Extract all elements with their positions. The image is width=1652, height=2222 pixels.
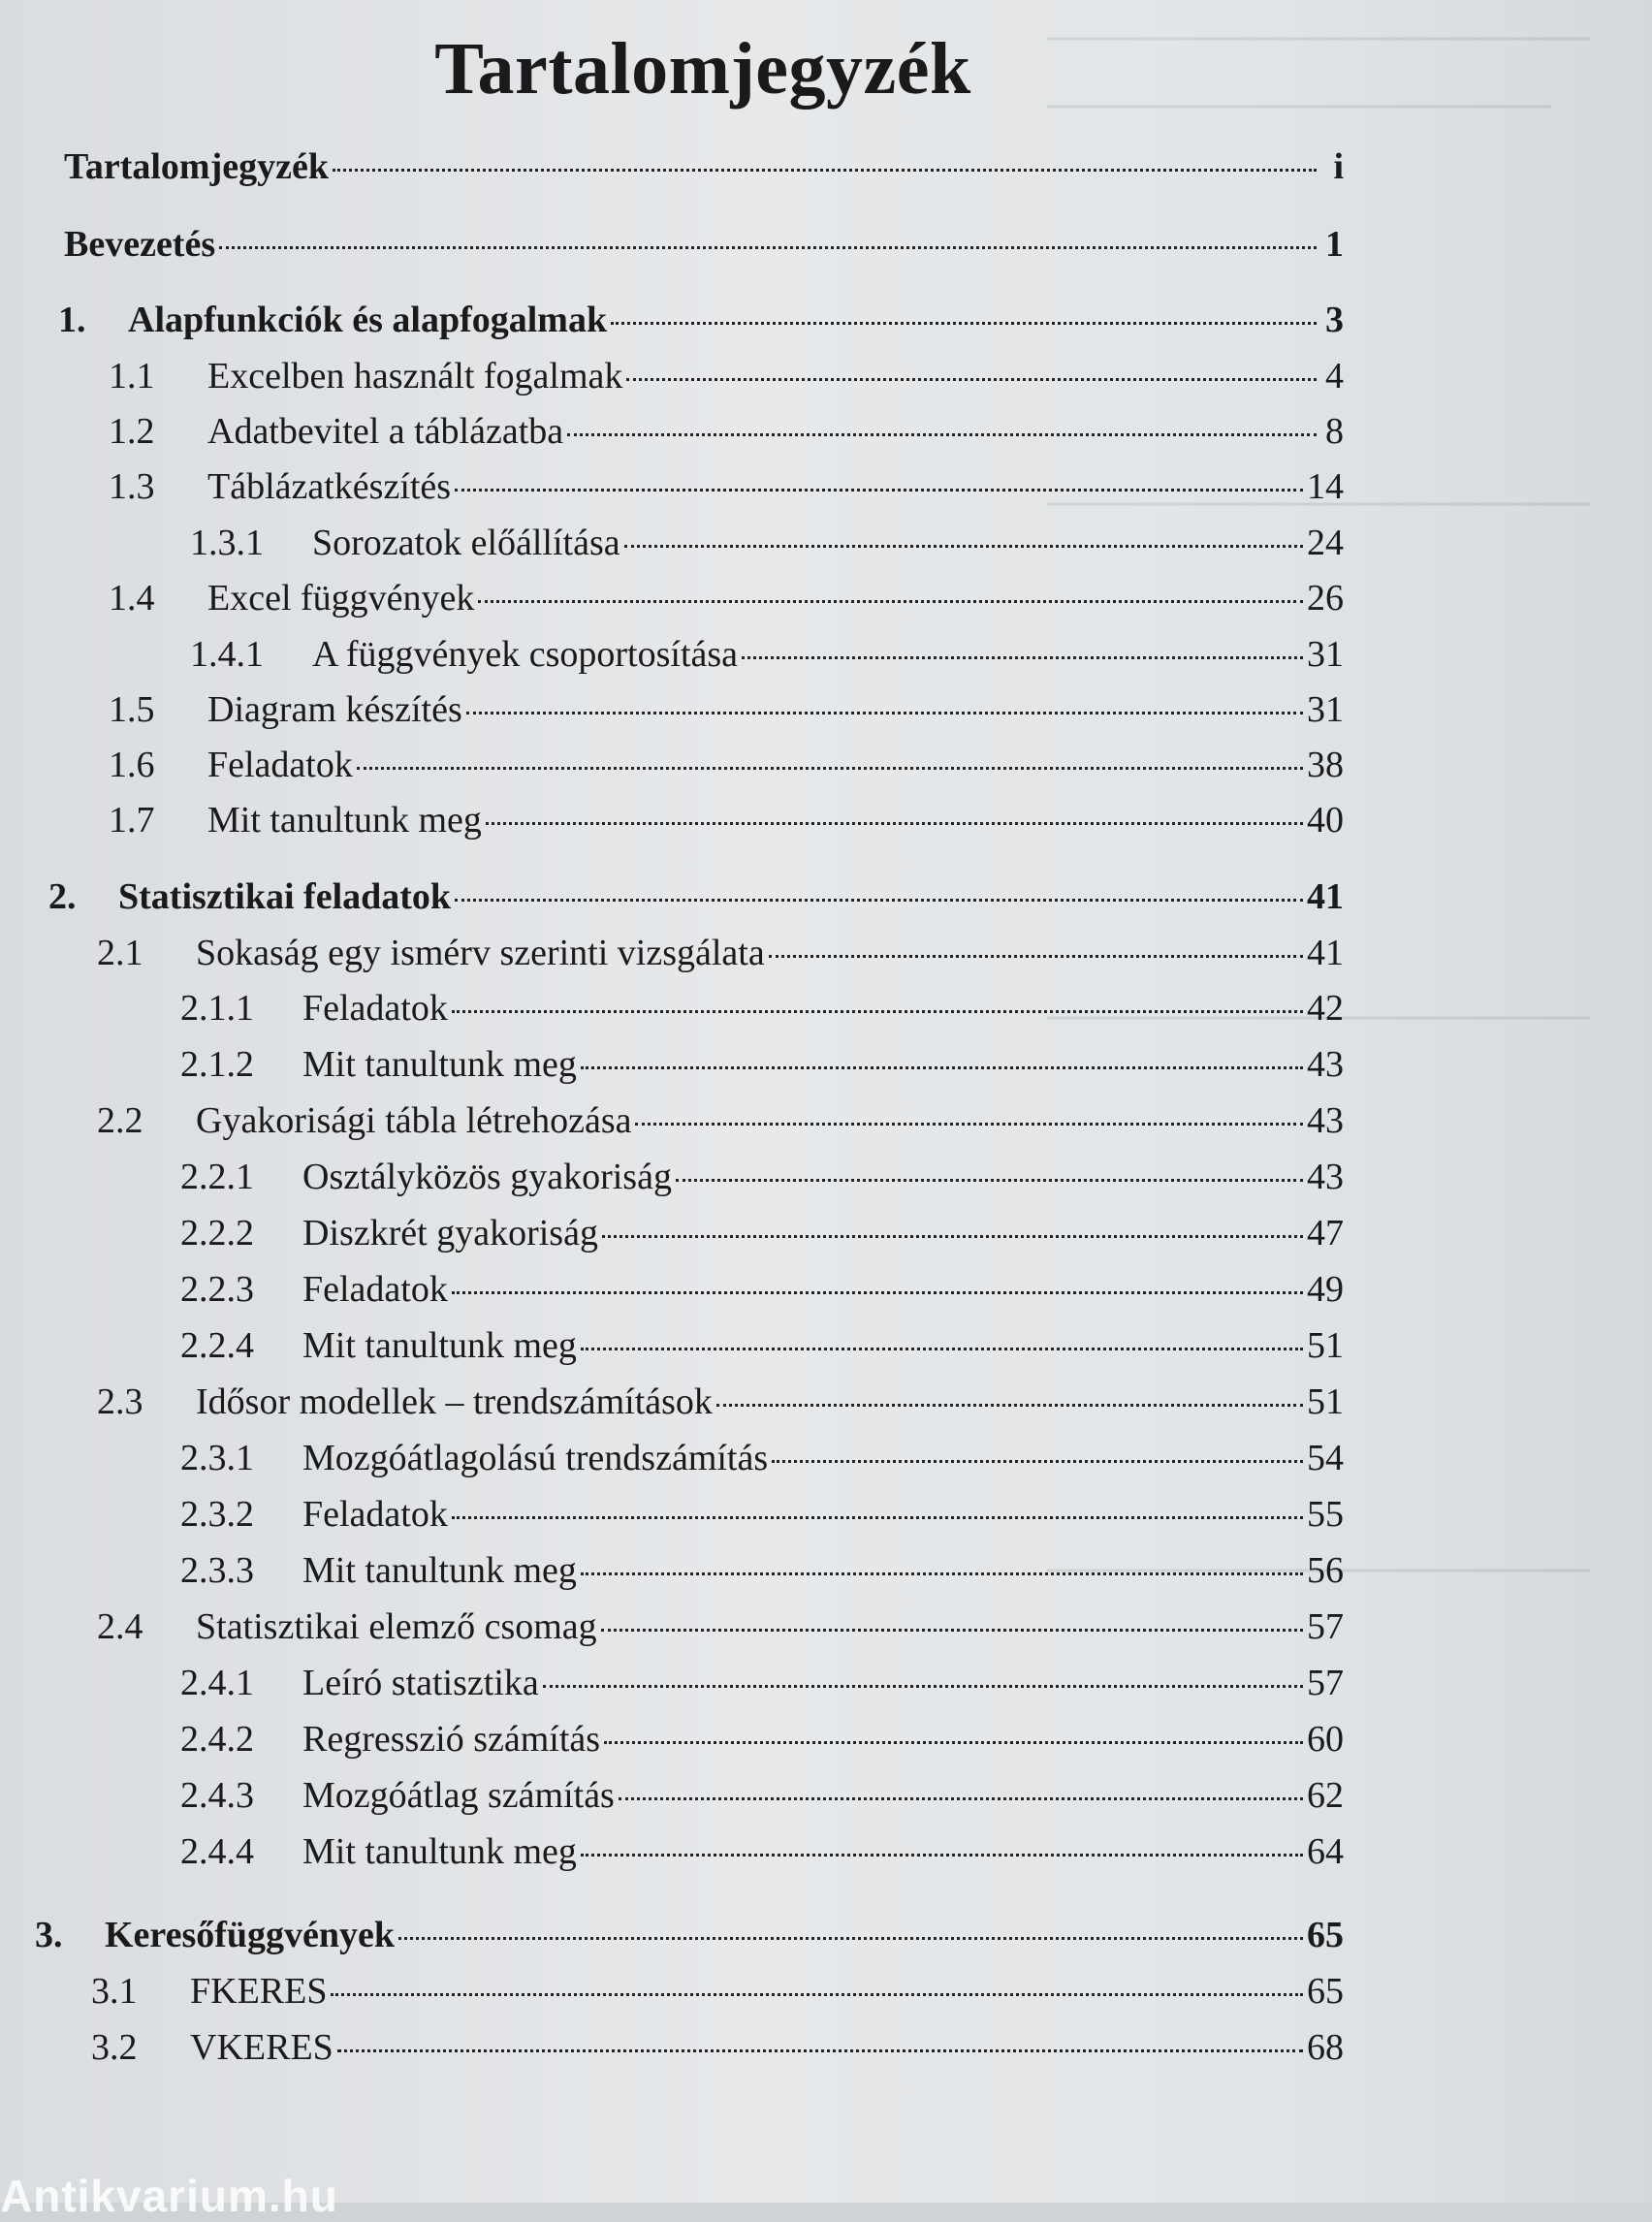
dot-leader [452, 1516, 1303, 1519]
toc-entry-title: Idősor modellek – trendszámítások [196, 1381, 713, 1422]
toc-entry[interactable] [180, 1662, 1344, 1704]
toc-entry-number: 1.7 [109, 800, 155, 841]
dot-leader [455, 899, 1303, 902]
dot-leader [581, 1066, 1303, 1069]
dot-leader [337, 2049, 1303, 2052]
toc-entry-page: 1 [1325, 224, 1344, 265]
toc-entry[interactable] [180, 1437, 1344, 1479]
toc-entry-number: 2.3.1 [180, 1438, 254, 1478]
dot-leader [455, 489, 1303, 492]
toc-entry-title: Osztályközös gyakoriság [302, 1157, 672, 1197]
toc-entry-page: 43 [1307, 1157, 1344, 1197]
toc-entry[interactable] [97, 1605, 1344, 1648]
dot-leader [581, 1572, 1303, 1575]
toc-entry-page: 31 [1307, 634, 1344, 675]
toc-entry[interactable] [64, 145, 1344, 188]
dot-leader [486, 822, 1303, 825]
toc-entry-page: 43 [1307, 1100, 1344, 1141]
toc-entry-number: 2.4.1 [180, 1663, 254, 1703]
toc-entry-page: 8 [1325, 411, 1344, 452]
toc-entry-page: 57 [1307, 1606, 1344, 1647]
toc-entry-title: Feladatok [302, 1494, 448, 1535]
toc-entry-page: 41 [1307, 876, 1344, 917]
toc-entry-number: 2.4 [97, 1606, 143, 1647]
toc-entry-page: 31 [1307, 689, 1344, 730]
toc-entry-title: Mozgóátlag számítás [302, 1775, 615, 1816]
toc-entry[interactable] [180, 1718, 1344, 1761]
toc-entry[interactable] [109, 744, 1344, 786]
dot-leader [716, 1404, 1303, 1407]
toc-entry-number: 1.6 [109, 745, 155, 785]
toc-entry[interactable] [180, 1549, 1344, 1592]
toc-entry-number: 2.1.1 [180, 988, 254, 1029]
toc-entry-page: 14 [1307, 466, 1344, 507]
toc-entry-title: VKERES [190, 2027, 334, 2068]
toc-entry-title: Regresszió számítás [302, 1719, 601, 1760]
toc-entry-page: 4 [1325, 356, 1344, 397]
toc-entry[interactable] [109, 465, 1344, 508]
toc-entry-number: 1.5 [109, 689, 155, 730]
toc-entry-number: 2.4.3 [180, 1775, 254, 1816]
dot-leader [452, 1010, 1303, 1013]
toc-entry-title: Adatbevitel a táblázatba [207, 411, 564, 452]
toc-entry-number: 2.2.1 [180, 1157, 254, 1197]
toc-entry[interactable] [91, 2026, 1344, 2069]
dot-leader [357, 767, 1303, 770]
toc-entry[interactable] [180, 1212, 1344, 1254]
toc-entry[interactable] [180, 1156, 1344, 1198]
toc-entry[interactable] [180, 1324, 1344, 1367]
toc-entry-number: 3.1 [91, 1971, 138, 2012]
toc-entry-page: 42 [1307, 988, 1344, 1029]
toc-entry-page: i [1333, 146, 1344, 187]
dot-leader [581, 1854, 1303, 1857]
toc-entry-number: 1.4.1 [190, 634, 264, 675]
toc-entry-title: A függvények csoportosítása [312, 634, 739, 675]
toc-entry-title: Diagram készítés [207, 689, 462, 730]
toc-entry[interactable] [180, 1268, 1344, 1311]
toc-entry-title: Diszkrét gyakoriság [302, 1213, 598, 1254]
toc-entry-number: 1.3 [109, 466, 155, 507]
toc-entry-number: 2.4.2 [180, 1719, 254, 1760]
toc-entry-page: 24 [1307, 523, 1344, 563]
toc-entry[interactable] [109, 688, 1344, 731]
toc-entry-title: Sokaság egy ismérv szerinti vizsgálata [196, 933, 765, 973]
toc-entry-number: 1.4 [109, 578, 155, 619]
toc-entry-title: Feladatok [302, 988, 448, 1029]
toc-entry[interactable] [64, 223, 1344, 266]
toc-entry[interactable] [97, 932, 1344, 974]
toc-entry-page: 49 [1307, 1269, 1344, 1310]
toc-entry[interactable] [97, 1381, 1344, 1423]
toc-entry-title: Sorozatok előállítása [312, 523, 620, 563]
toc-entry-page: 54 [1307, 1438, 1344, 1478]
toc-entry-page: 65 [1307, 1971, 1344, 2012]
toc-entry-title: FKERES [190, 1971, 328, 2012]
toc-entry-number: 2.2.2 [180, 1213, 254, 1254]
dot-leader [543, 1685, 1303, 1688]
toc-entry-number: 2.2.4 [180, 1325, 254, 1366]
toc-entry-number: 1.2 [109, 411, 155, 452]
toc-entry-title: Feladatok [207, 745, 353, 785]
dot-leader [398, 1937, 1303, 1940]
toc-entry-number: 2.1.2 [180, 1044, 254, 1085]
toc-entry-title: Gyakorisági tábla létrehozása [196, 1100, 632, 1141]
dot-leader [331, 1993, 1303, 1996]
toc-entry-title: Mit tanultunk meg [207, 800, 482, 841]
toc-entry-page: 68 [1307, 2027, 1344, 2068]
toc-entry-number: 2.1 [97, 933, 143, 973]
toc-entry-page: 26 [1307, 578, 1344, 619]
dot-leader [466, 712, 1303, 714]
page-title: Tartalomjegyzék [434, 28, 971, 110]
toc-entry-page: 55 [1307, 1494, 1344, 1535]
toc-entry-number: 3.2 [91, 2027, 138, 2068]
toc-entry-title: Mit tanultunk meg [302, 1831, 577, 1872]
toc-entry-title: Feladatok [302, 1269, 448, 1310]
toc-entry-number: 1. [58, 300, 86, 340]
dot-leader [611, 322, 1317, 325]
dot-leader [602, 1235, 1303, 1238]
toc-entry-page: 56 [1307, 1550, 1344, 1591]
toc-entry-page: 41 [1307, 933, 1344, 973]
dot-leader [624, 545, 1303, 548]
toc-entry-number: 2.3.2 [180, 1494, 254, 1535]
toc-entry-title: Leíró statisztika [302, 1663, 539, 1703]
toc-entry-page: 40 [1307, 800, 1344, 841]
dot-leader [567, 433, 1317, 436]
toc-entry[interactable] [190, 633, 1344, 676]
dot-leader [676, 1179, 1303, 1182]
toc-entry[interactable] [109, 410, 1344, 453]
toc-entry-page: 60 [1307, 1719, 1344, 1760]
dot-leader [601, 1629, 1303, 1632]
toc-entry-page: 47 [1307, 1213, 1344, 1254]
toc-entry-title: Tartalomjegyzék [64, 146, 329, 187]
toc-entry[interactable] [190, 522, 1344, 564]
toc-entry-title: Statisztikai elemző csomag [196, 1606, 597, 1647]
dot-leader [333, 169, 1317, 172]
toc-entry-number: 2.3.3 [180, 1550, 254, 1591]
dot-leader [478, 600, 1303, 603]
toc-entry-title: Keresőfüggvények [105, 1915, 396, 1955]
toc-entry-page: 51 [1307, 1325, 1344, 1366]
toc-entry-number: 2.3 [97, 1381, 143, 1422]
toc-entry-number: 2.4.4 [180, 1831, 254, 1872]
toc-entry-number: 3. [35, 1915, 63, 1955]
toc-entry[interactable] [180, 1493, 1344, 1536]
toc-entry[interactable] [109, 355, 1344, 397]
toc-entry-title: Excelben használt fogalmak [207, 356, 623, 397]
dot-leader [626, 378, 1317, 381]
toc-entry[interactable] [109, 577, 1344, 619]
dot-leader [619, 1797, 1303, 1800]
dot-leader [452, 1291, 1303, 1294]
dot-leader [219, 246, 1317, 249]
toc-entry-number: 1.1 [109, 356, 155, 397]
toc-entry-title: Mit tanultunk meg [302, 1550, 577, 1591]
toc-entry[interactable] [180, 1774, 1344, 1817]
toc-entry[interactable] [180, 987, 1344, 1030]
toc-entry-page: 62 [1307, 1775, 1344, 1816]
toc-entry[interactable] [91, 1970, 1344, 2013]
toc-entry-number: 1.3.1 [190, 523, 264, 563]
toc-entry-title: Bevezetés [64, 224, 216, 265]
dot-leader [581, 1348, 1303, 1350]
toc-entry-page: 43 [1307, 1044, 1344, 1085]
toc-entry-number: 2.2.3 [180, 1269, 254, 1310]
dot-leader [742, 656, 1303, 659]
toc-entry[interactable] [180, 1043, 1344, 1086]
toc-entry-title: Mit tanultunk meg [302, 1325, 577, 1366]
toc-entry[interactable] [180, 1830, 1344, 1873]
toc-entry[interactable] [48, 875, 1344, 918]
toc-entry-page: 3 [1325, 300, 1344, 340]
toc-entry[interactable] [58, 299, 1344, 341]
toc-entry-title: Excel függvények [207, 578, 475, 619]
toc-entry-title: Statisztikai feladatok [118, 876, 452, 917]
toc-entry[interactable] [109, 799, 1344, 841]
toc-entry-page: 65 [1307, 1915, 1344, 1955]
toc-entry[interactable] [97, 1099, 1344, 1142]
toc-entry[interactable] [35, 1914, 1344, 1956]
watermark-text: Antikvarium.hu [0, 2171, 338, 2221]
dot-leader [604, 1741, 1303, 1744]
toc-entry-page: 51 [1307, 1381, 1344, 1422]
dot-leader [769, 955, 1303, 958]
toc-entry-page: 38 [1307, 745, 1344, 785]
toc-entry-title: Mozgóátlagolású trendszámítás [302, 1438, 769, 1478]
toc-entry-page: 57 [1307, 1663, 1344, 1703]
dot-leader [635, 1123, 1303, 1126]
toc-entry-title: Mit tanultunk meg [302, 1044, 577, 1085]
toc-entry-number: 2.2 [97, 1100, 143, 1141]
toc-entry-title: Alapfunkciók és alapfogalmak [128, 300, 608, 340]
dot-leader [772, 1460, 1303, 1463]
toc-entry-title: Táblázatkészítés [207, 466, 452, 507]
toc-entry-number: 2. [48, 876, 77, 917]
toc-entry-page: 64 [1307, 1831, 1344, 1872]
